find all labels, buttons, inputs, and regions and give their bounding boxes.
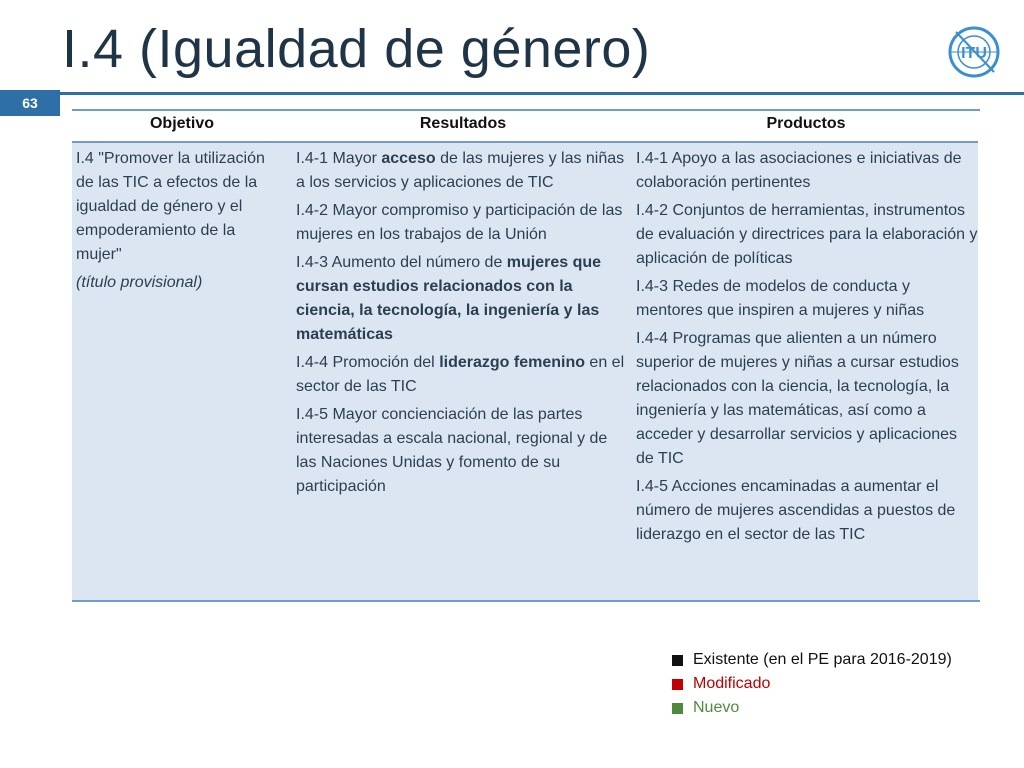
legend-label: Existente (en el PE para 2016-2019) — [693, 651, 952, 668]
product-item: I.4-1 Apoyo a las asociaciones e iniciativas de colaboración pertinentes — [636, 150, 962, 191]
header-rule — [60, 92, 1024, 95]
results-cell — [296, 147, 630, 503]
result-item: I.4-3 Aumento del número de mujeres que cursan estudios relacionados con la ciencia, la tecnología, la ingeniería y las matemáticas — [296, 254, 602, 343]
objective-cell — [76, 147, 284, 299]
result-item: I.4-2 Mayor compromiso y participación de las mujeres en los trabajos de la Unión — [296, 202, 623, 243]
header-objective: Objetivo — [149, 115, 214, 132]
legend — [672, 648, 952, 720]
result-item: I.4-1 Mayor acceso de las mujeres y las niñas a los servicios y aplicaciones de TIC — [296, 150, 625, 191]
objective-text: I.4 "Promover la utilización de las TIC a efectos de la igualdad de género y el empoderamiento de la mujer" — [76, 150, 265, 263]
logo-text: ITU — [961, 45, 987, 62]
result-item: I.4-4 Promoción del liderazgo femenino en el sector de las TIC — [296, 354, 625, 395]
objective-note: (título provisional) — [76, 274, 203, 291]
square-icon — [672, 655, 683, 666]
table-body — [72, 143, 978, 600]
product-item: I.4-3 Redes de modelos de conducta y mentores que inspiren a mujeres y niñas — [636, 278, 925, 319]
legend-item-new — [672, 696, 952, 720]
legend-label: Modificado — [693, 675, 771, 692]
products-cell — [636, 147, 978, 551]
itu-logo — [944, 22, 1004, 82]
header-products: Productos — [766, 115, 846, 132]
square-icon — [672, 703, 683, 714]
product-item: I.4-4 Programas que alienten a un número superior de mujeres y niñas a cursar estudios relacionados con la ciencia, la tecnología, la ingeniería y las matemáticas, así como a acceder y desarrollar servicios y aplicaciones de TIC — [636, 330, 959, 467]
header-results: Resultados — [419, 115, 507, 132]
legend-label: Nuevo — [693, 699, 740, 716]
result-item: I.4-5 Mayor concienciación de las partes interesadas a escala nacional, regional y de las Naciones Unidas y fomento de su participación — [296, 406, 608, 495]
table-header — [72, 111, 978, 143]
page-number-badge: 63 — [0, 90, 60, 116]
product-item: I.4-2 Conjuntos de herramientas, instrumentos de evaluación y directrices para la elaboración y aplicación de políticas — [636, 202, 978, 267]
page-title: I.4 (Igualdad de género) — [62, 19, 651, 79]
square-icon — [672, 679, 683, 690]
product-item: I.4-5 Acciones encaminadas a aumentar el número de mujeres ascendidas a puestos de liderazgo en el sector de las TIC — [636, 478, 956, 543]
legend-item-existing — [672, 648, 952, 672]
goals-table — [72, 109, 980, 602]
legend-item-modified — [672, 672, 952, 696]
